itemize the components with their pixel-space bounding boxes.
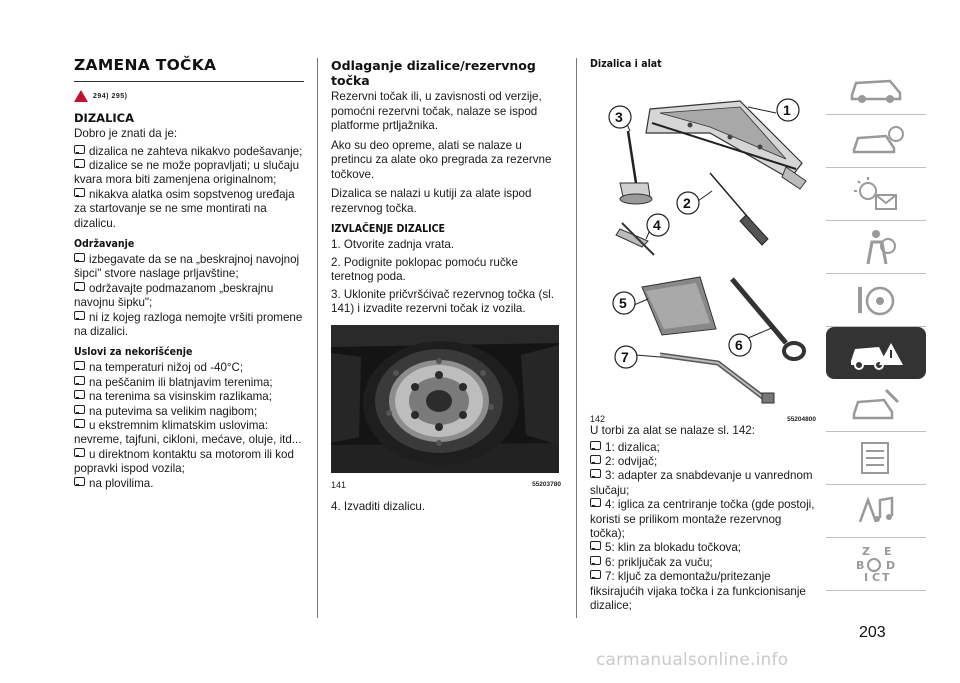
airbag-icon	[846, 228, 906, 266]
bullet-icon	[590, 498, 601, 507]
page-number: 203	[859, 624, 886, 641]
sidebar-item-maintenance[interactable]	[826, 379, 926, 432]
svg-text:B: B	[856, 559, 865, 572]
bullet-icon	[74, 188, 85, 197]
sidebar-item-lights[interactable]	[826, 168, 926, 221]
list-item: ni iz kojeg razloga nemojte vršiti promene na dizalici.	[74, 310, 303, 338]
list-item: 5: klin za blokadu točkova;	[590, 541, 816, 555]
figure-code: 55203780	[532, 481, 561, 488]
sidebar-item-car-info[interactable]	[826, 62, 926, 115]
callout-7	[615, 346, 637, 368]
warning-triangle-icon	[74, 90, 88, 102]
jack-and-tools-illustration	[590, 73, 814, 411]
screwdriver-drawing	[710, 173, 768, 245]
watermark: carmanualsonline.info	[596, 650, 789, 670]
list-item: 6: priključak za vuču;	[590, 556, 816, 570]
figure-number: 141	[331, 479, 347, 490]
emergency-icon	[845, 333, 907, 373]
adapter-drawing	[620, 131, 652, 204]
spare-wheel-photo	[331, 325, 559, 473]
svg-text:T: T	[882, 571, 890, 584]
sidebar-item-multimedia[interactable]	[826, 485, 926, 538]
bullet-icon	[590, 556, 601, 565]
svg-text:I: I	[864, 571, 869, 584]
column-3	[590, 58, 816, 613]
figure-caption	[331, 480, 561, 490]
intro-text: U torbi za alat se nalaze sl. 142:	[590, 424, 755, 437]
intro-text: Dobro je znati da je:	[74, 127, 178, 140]
bullet-icon	[74, 405, 85, 414]
column-divider	[576, 58, 577, 618]
sidebar-item-steering[interactable]	[826, 274, 926, 327]
list-item: na peščanim ili blatnjavim terenima;	[74, 376, 304, 390]
bullet-icon	[74, 282, 85, 291]
maintenance-icon	[846, 386, 906, 424]
wheel-wrench-drawing	[660, 355, 774, 403]
callout-label: 7	[621, 349, 629, 365]
list-item: na putevima sa velikim nagibom;	[74, 405, 304, 419]
callout-label: 3	[615, 109, 623, 125]
subsection-maintenance: Održavanje	[74, 237, 135, 250]
bullet-icon	[74, 419, 85, 428]
column-2	[331, 58, 561, 519]
bullet-icon	[590, 469, 601, 478]
list-item: održavajte podmazanom „beskrajnu navojnu šipku";	[74, 281, 274, 310]
figure-code: 55204800	[787, 415, 816, 423]
section-title-dizalica: DIZALICA	[74, 111, 135, 125]
step: 3. Uklonite pričvršćivač rezervnog točka (sl. 141) i izvadite rezervni točak iz vozila.	[331, 287, 554, 315]
callout-label: 2	[683, 195, 691, 211]
callout-label: 1	[783, 102, 791, 118]
sidebar-item-emergency[interactable]	[826, 327, 926, 379]
bullet-icon	[590, 541, 601, 550]
paragraph: Rezervni točak ili, u zavisnosti od verzije, pomoćni rezervni točak, nalaze se ispod platforme prtljažnika.	[331, 90, 542, 132]
dashboard-car-icon	[846, 124, 906, 158]
column-1	[74, 50, 304, 491]
list-item: 7: ključ za demontažu/pritezanje fiksirajućih vijaka točka i za funkcionisanje dizalice;	[590, 570, 806, 612]
callout-6	[729, 334, 751, 356]
svg-text:Z: Z	[862, 545, 870, 558]
sidebar-item-dashboard[interactable]	[826, 115, 926, 168]
chapter-sidebar	[826, 62, 930, 591]
sidebar-item-index[interactable]	[826, 538, 926, 591]
callout-5	[613, 292, 635, 314]
sidebar-item-technical-data[interactable]	[826, 432, 926, 485]
car-info-icon	[846, 71, 906, 105]
callout-1	[777, 99, 799, 121]
safety-light-icon	[846, 175, 906, 213]
svg-text:D: D	[886, 559, 896, 572]
list-item: na plovilima.	[74, 477, 304, 491]
sidebar-item-airbag[interactable]	[826, 221, 926, 274]
svg-text:E: E	[884, 545, 892, 558]
step: 1. Otvorite zadnja vrata.	[331, 238, 455, 251]
figure-number: 142	[590, 414, 606, 424]
bullet-icon	[590, 455, 601, 464]
callout-label: 6	[735, 337, 743, 353]
section-title-jack-tools: Dizalica i alat	[590, 58, 662, 70]
bullet-icon	[74, 376, 85, 385]
paragraph: Dizalica se nalazi u kutiji za alate ispod rezervnog točka.	[331, 187, 532, 215]
list-item: 3: adapter za snabdevanje u vanrednom slučaju;	[590, 469, 813, 497]
list-item: dizalica ne zahteva nikakvo podešavanje;	[74, 145, 304, 159]
figure-141	[331, 325, 561, 490]
callout-label: 5	[619, 295, 627, 311]
list-item: na temperaturi nižoj od -40°C;	[74, 361, 304, 375]
subsection-extract-jack: IZVLAČENJE DIZALICE	[331, 223, 445, 235]
callout-3	[609, 106, 631, 128]
step: 4. Izvaditi dizalicu.	[331, 499, 426, 513]
bullet-icon	[74, 477, 85, 486]
callout-2	[677, 192, 699, 214]
paragraph: Ako su deo opreme, alati se nalaze u pretincu za alate oko pregrada za rezervne točkove.	[331, 138, 552, 181]
list-item: 1: dizalica;	[590, 441, 816, 455]
section-title-storage: Odlaganje dizalice/rezervnog točka	[331, 58, 536, 88]
column-divider	[317, 58, 318, 618]
wheel-chock-drawing	[642, 277, 716, 335]
steering-wheel-icon	[846, 281, 906, 319]
callout-label: 4	[653, 217, 661, 233]
bullet-icon	[590, 441, 601, 450]
list-item: 4: iglica za centriranje točka (gde postoji, koristi se prilikom montaže rezervnog točka);	[590, 498, 815, 540]
title-rule	[74, 81, 304, 82]
bullet-icon	[74, 311, 85, 320]
bullet-icon	[74, 253, 85, 262]
list-item: 2: odvijač;	[590, 455, 816, 469]
list-item: izbegavate da se na „beskrajnoj navojnoj šipci" stvore naslage prljavštine;	[74, 252, 300, 281]
list-item: u direktnom kontaktu sa motorom ili kod popravki ispod vozila;	[74, 447, 294, 476]
page-title: ZAMENA TOČKA	[74, 56, 217, 74]
warning-ref-numbers: 294) 295)	[93, 92, 128, 100]
step: 2. Podignite poklopac pomoću ručke teretnog poda.	[331, 255, 518, 283]
list-item: na terenima sa visinskim razlikama;	[74, 390, 304, 404]
list-item: nikakva alatka osim sopstvenog uređaja za startovanje se ne sme montirati na dizalicu.	[74, 187, 295, 230]
bullet-icon	[74, 448, 85, 457]
bullet-icon	[74, 159, 85, 168]
figure-caption	[590, 414, 816, 424]
index-abc-icon	[846, 543, 906, 585]
bullet-icon	[590, 570, 601, 579]
data-list-icon	[846, 439, 906, 477]
warning-refs	[74, 88, 304, 104]
subsection-conditions: Uslovi za nekorišćenje	[74, 346, 193, 359]
svg-text:C: C	[872, 571, 881, 584]
list-item: u ekstremnim klimatskim uslovima: nevreme, tajfuni, cikloni, mećave, oluje, itd...	[74, 419, 302, 447]
bullet-icon	[74, 145, 85, 154]
bullet-icon	[74, 361, 85, 370]
callout-4	[647, 214, 669, 236]
list-item: dizalice se ne može popravljati; u slučaju kvara mora biti zamenjena originalnom;	[74, 158, 300, 187]
multimedia-icon	[846, 492, 906, 530]
bullet-icon	[74, 390, 85, 399]
figure-142	[590, 73, 816, 424]
